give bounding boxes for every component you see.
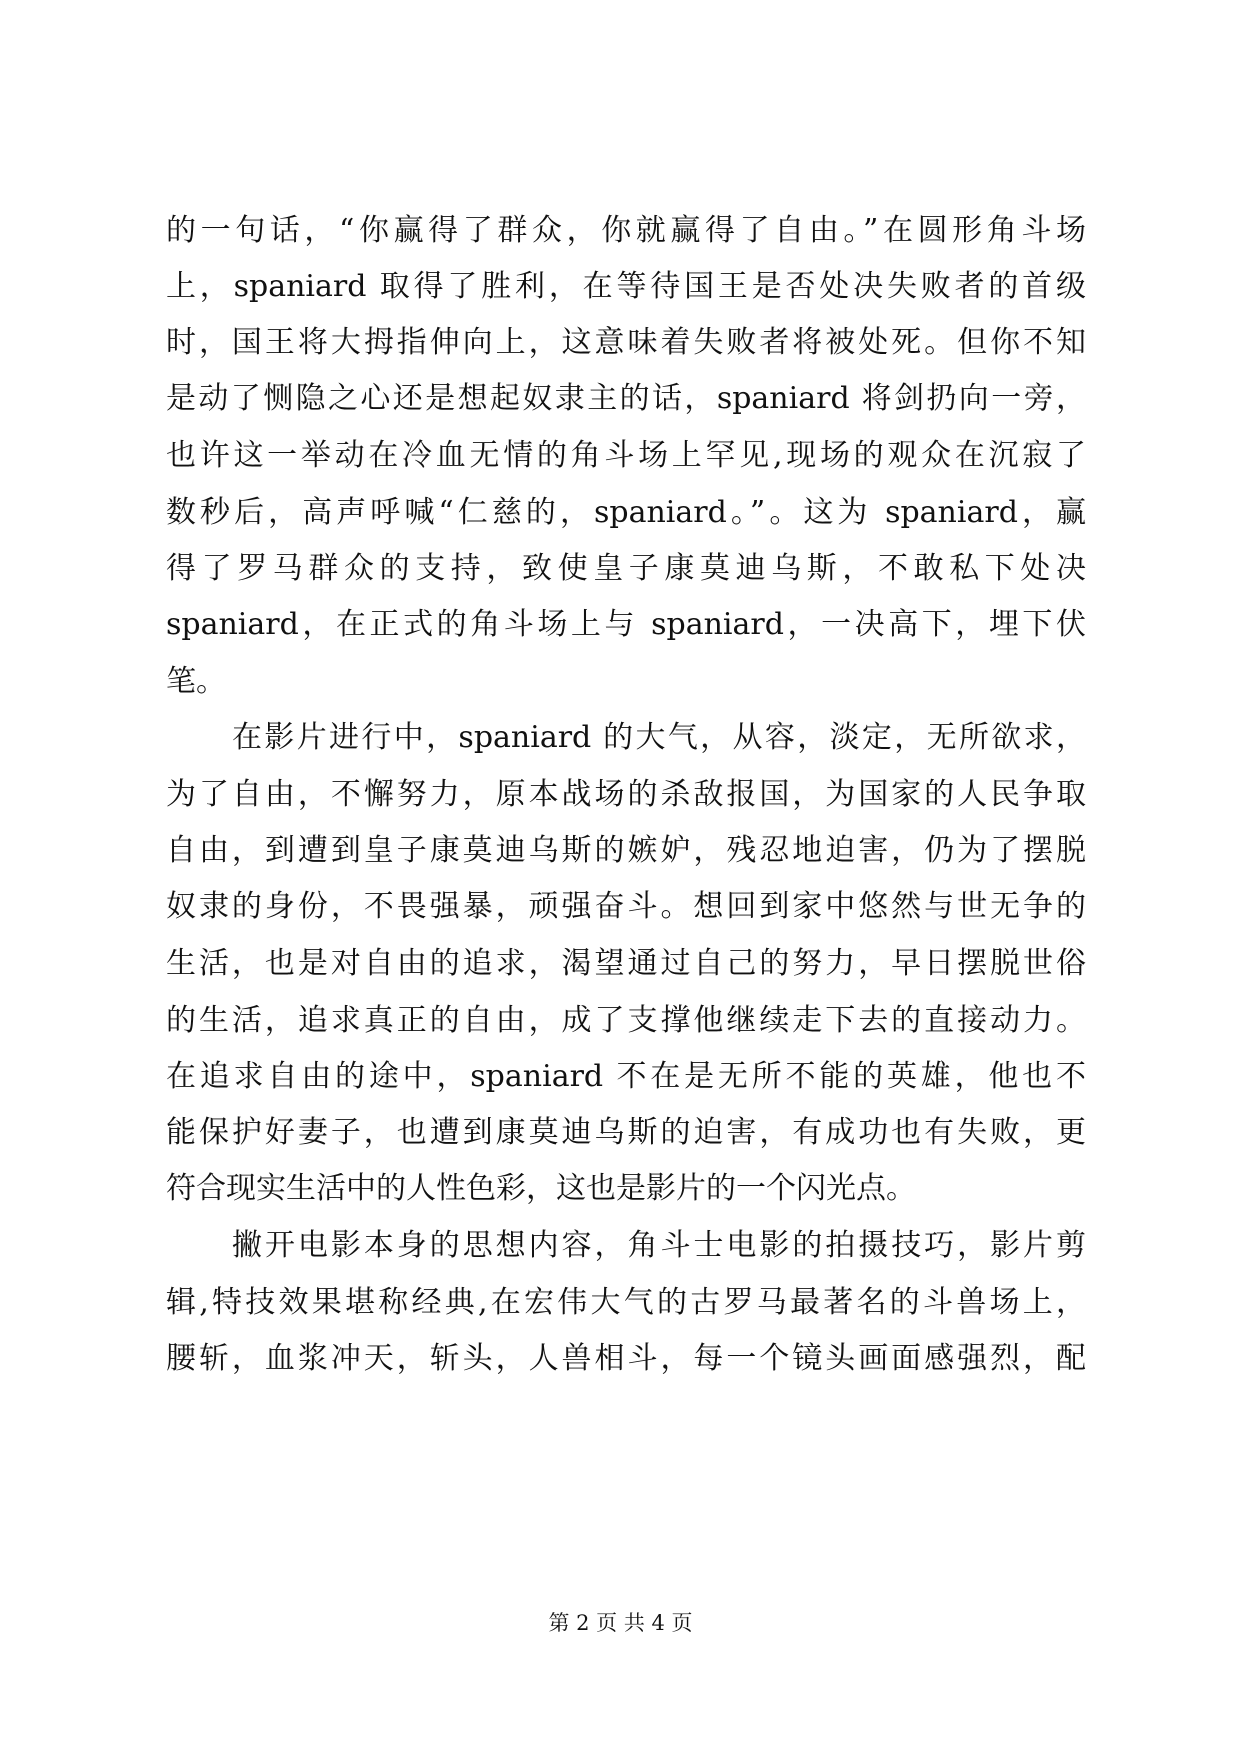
text-line: 奴隶的身份，不畏强暴，顽强奋斗。想回到家中悠然与世无争的: [166, 889, 1086, 924]
text-line: 腰斩，血浆冲天，斩头，人兽相斗，每一个镜头画面感强烈，配: [166, 1341, 1086, 1376]
text-line: 生活，也是对自由的追求，渴望通过自己的努力，早日摆脱世俗: [166, 946, 1086, 981]
text-line: 在追求自由的途中，spaniard 不在是无所不能的英雄，他也不: [166, 1059, 1086, 1094]
text-line: 能保护好妻子，也遭到康莫迪乌斯的迫害，有成功也有失败，更: [166, 1115, 1086, 1150]
text-line: 符合现实生活中的人性色彩，这也是影片的一个闪光点。: [166, 1171, 916, 1206]
text-line: spaniard，在正式的角斗场上与 spaniard，一决高下，埋下伏: [166, 607, 1086, 642]
text-line: 为了自由，不懈努力，原本战场的杀敌报国，为国家的人民争取: [166, 777, 1086, 812]
page-number-footer: 第 2 页 共 4 页: [548, 1611, 693, 1635]
text-line: 是动了恻隐之心还是想起奴隶主的话，spaniard 将剑扔向一旁，: [166, 381, 1086, 416]
text-line: 得了罗马群众的支持，致使皇子康莫迪乌斯，不敢私下处决: [166, 551, 1086, 586]
text-line: 也许这一举动在冷血无情的角斗场上罕见,现场的观众在沉寂了: [166, 438, 1086, 473]
text-line: 上，spaniard 取得了胜利，在等待国王是否处决失败者的首级: [166, 269, 1086, 304]
text-line: 辑,特技效果堪称经典,在宏伟大气的古罗马最著名的斗兽场上，: [166, 1285, 1086, 1320]
text-line: 数秒后，高声呼喊“仁慈的，spaniard。”。这为 spaniard，赢: [166, 495, 1086, 530]
text-line: 自由，到遭到皇子康莫迪乌斯的嫉妒，残忍地迫害，仍为了摆脱: [166, 833, 1086, 868]
paragraph-first-line: 在影片进行中，spaniard 的大气，从容，淡定，无所欲求，: [232, 720, 1086, 755]
paragraph-first-line: 撇开电影本身的思想内容，角斗士电影的拍摄技巧，影片剪: [232, 1228, 1086, 1263]
text-line: 的生活，追求真正的自由，成了支撑他继续走下去的直接动力。: [166, 1003, 1086, 1038]
text-line: 笔。: [166, 664, 226, 699]
text-line: 时，国王将大拇指伸向上，这意味着失败者将被处死。但你不知: [166, 325, 1086, 360]
text-line: 的一句话，“你赢得了群众，你就赢得了自由。”在圆形角斗场: [166, 213, 1086, 248]
